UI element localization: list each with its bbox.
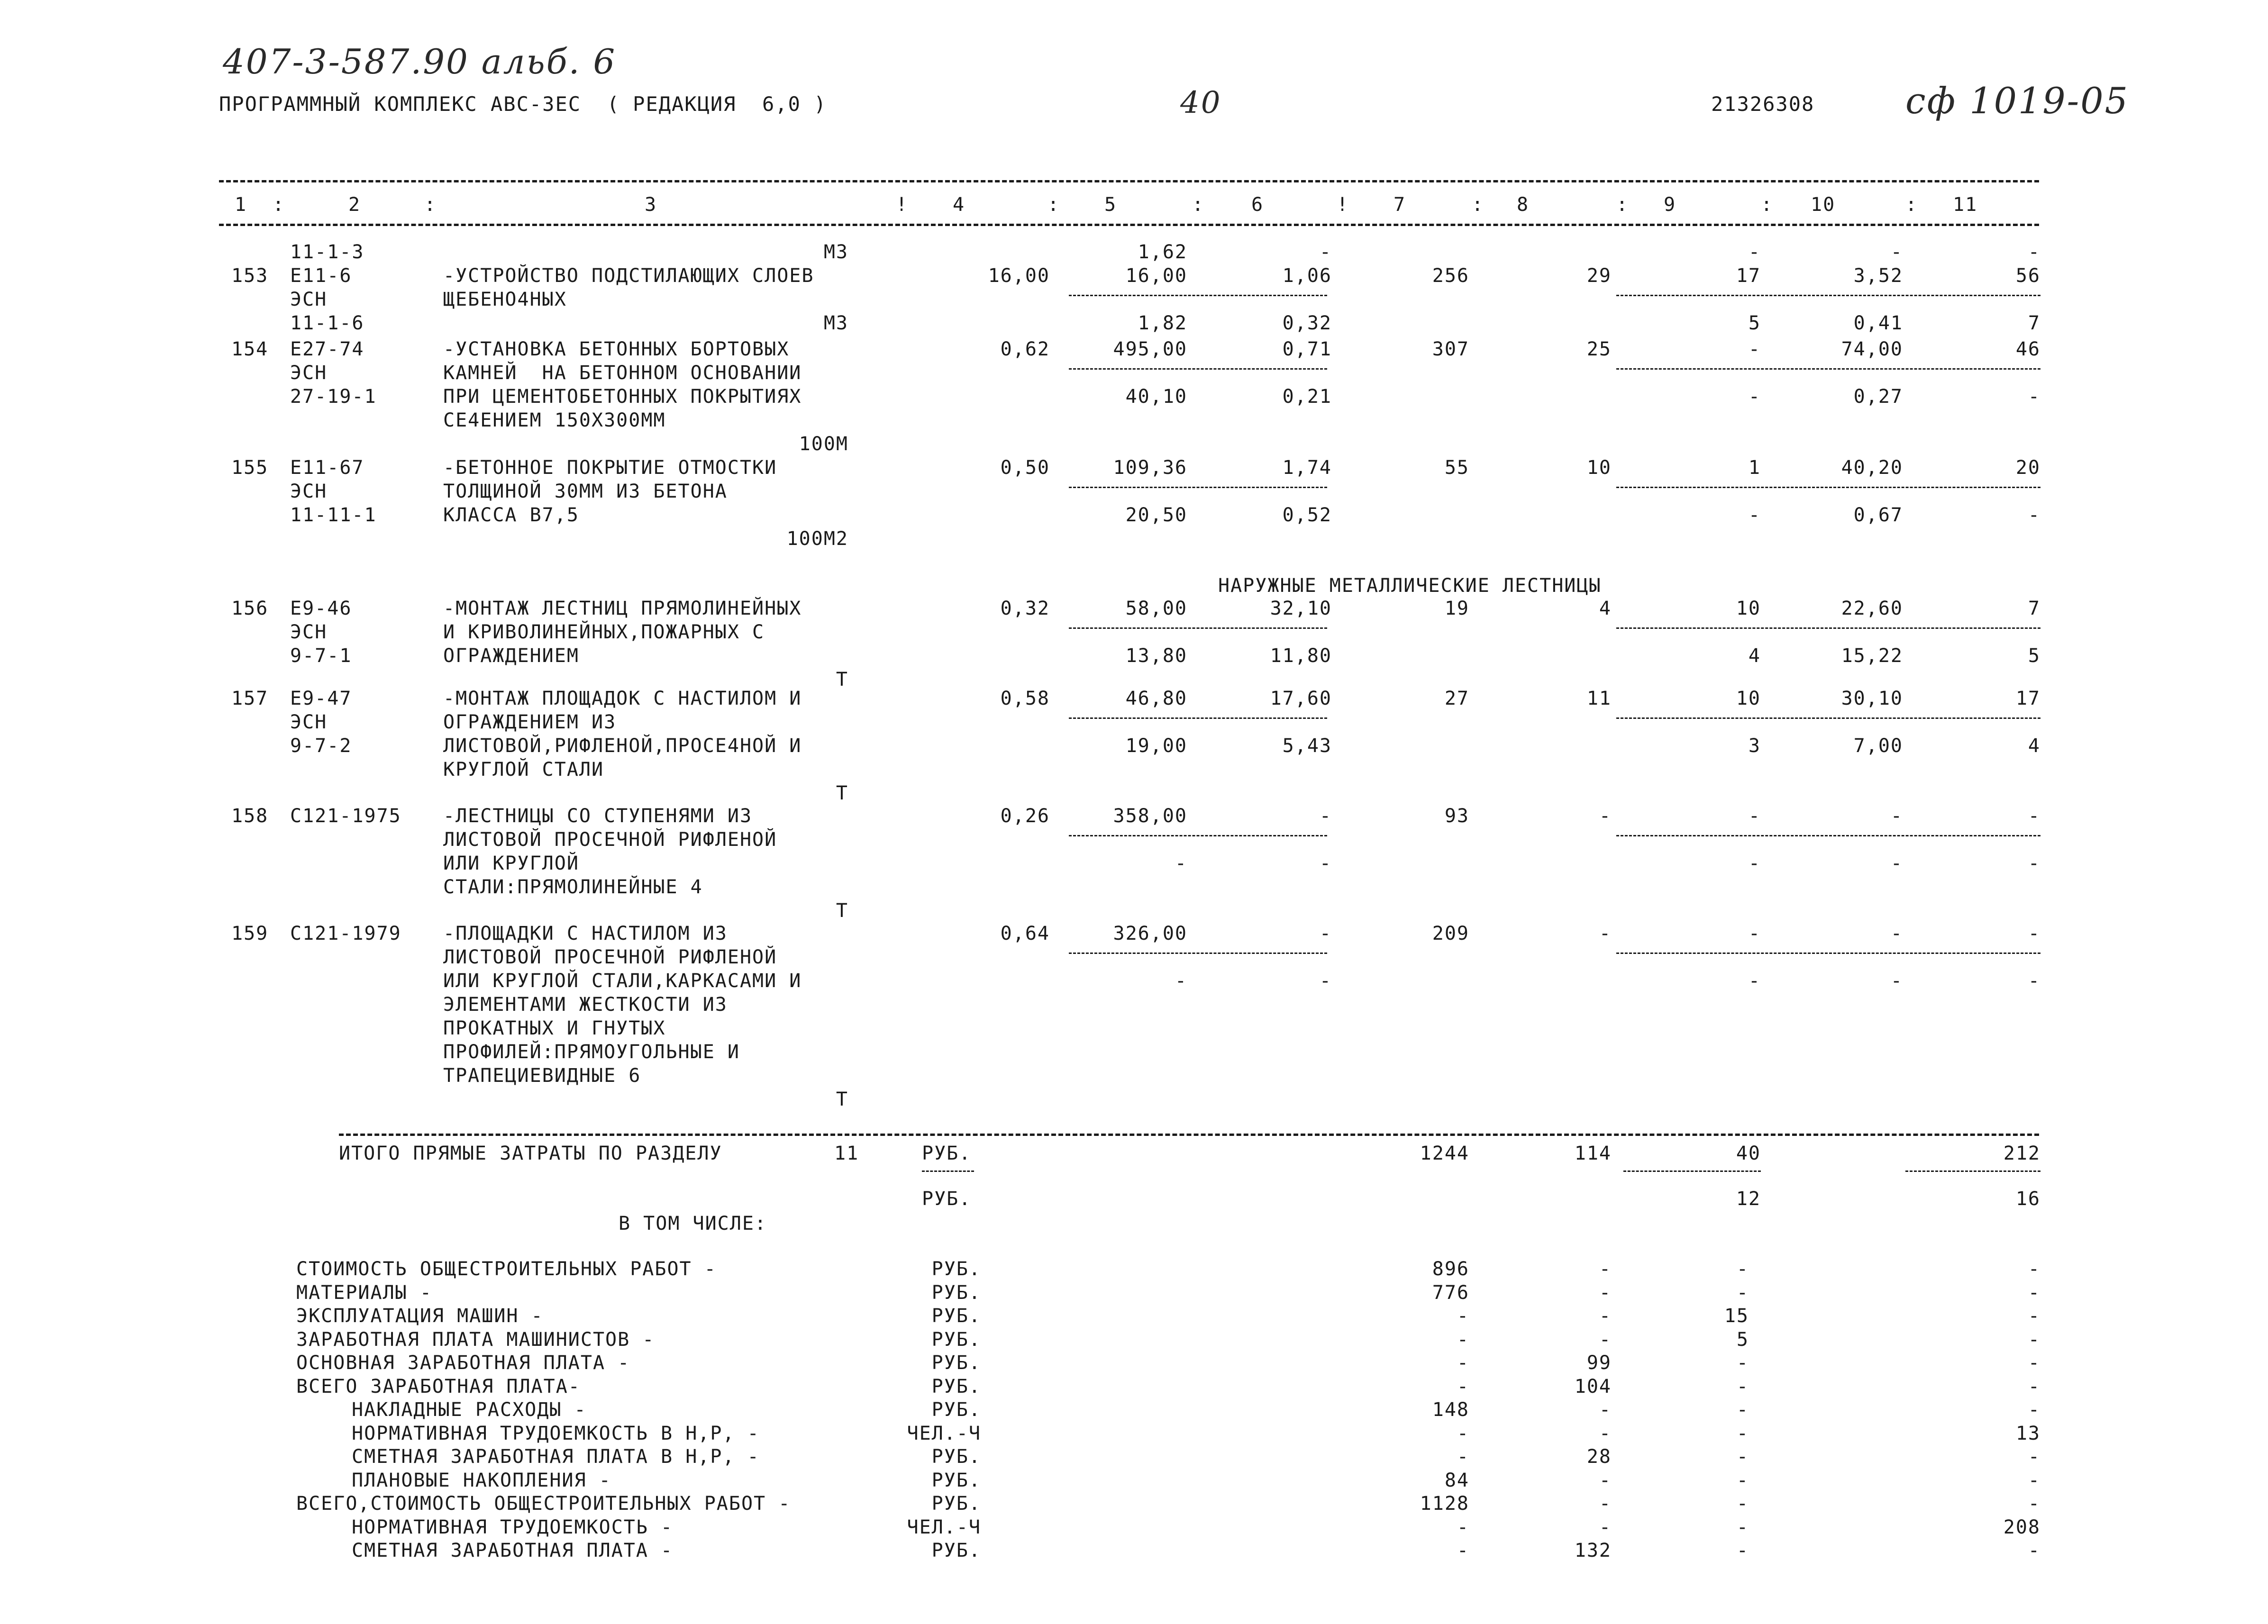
summary-12-label: НОРМАТИВНАЯ ТРУДОЕМКОСТЬ - [352,1516,674,1538]
summary-6-machines: - [1736,1375,1749,1397]
totals-labour-wages: 16 [2015,1188,2040,1210]
summary-8-label: НОРМАТИВНАЯ ТРУДОЕМКОСТЬ В Н,Р, - [352,1422,760,1444]
section-title: НАРУЖНЫЕ МЕТАЛЛИЧЕСКИЕ ЛЕСТНИЦЫ [1218,575,1602,597]
summary-9-label: СМЕТНАЯ ЗАРАБОТНАЯ ПЛАТА В Н,Р, - [352,1446,760,1468]
row-155-number: 155 [231,457,269,479]
summary-2-unit: РУБ. [931,1281,981,1304]
row-154-quantity: 0,62 [1000,338,1050,360]
row-159-c5-total: 326,00 [1113,923,1187,944]
row-155-code: ЭСН [290,481,328,502]
column-separator: : [1616,194,1629,216]
row-153-c11-wages: 7 [2028,312,2040,334]
row-158-unit: Т [836,900,848,922]
row-155-c11-wages: - [2028,504,2040,526]
row-158-unit-rule [1069,835,1327,836]
row-154-description: СЕ4ЕНИЕМ 150Х300ММ [443,409,666,431]
summary-5-label: ОСНОВНАЯ ЗАРАБОТНАЯ ПЛАТА - [296,1352,630,1374]
summary-9-unit: РУБ. [931,1446,981,1468]
page-number: 40 [1180,85,1222,120]
row-157-cost-total: 27 [1444,688,1469,709]
row-154-c10-wages: 0,27 [1853,386,1903,408]
row-156-number: 156 [231,598,269,619]
totals-unit-rule [922,1170,974,1172]
summary-1-wages: - [1599,1258,1612,1280]
column-header-7: 7 [1394,194,1406,216]
totals-label: ИТОГО ПРЯМЫЕ ЗАТРАТЫ ПО РАЗДЕЛУ [339,1143,722,1164]
row-154-machine-rule [1616,368,2040,370]
row-157-c11-wages: 4 [2028,735,2040,757]
summary-7-wages: - [1599,1399,1612,1421]
column-separator: : [273,194,285,216]
row-155-c10-wages: 0,67 [1853,504,1903,526]
summary-3-machines: 15 [1724,1305,1749,1327]
row-155-code: 11-11-1 [290,504,377,526]
row-157-c5-wages: 19,00 [1125,735,1187,757]
summary-11-label: ВСЕГО,СТОИМОСТЬ ОБЩЕСТРОИТЕЛЬНЫХ РАБОТ - [296,1493,791,1515]
summary-2-machines: - [1736,1281,1749,1304]
row-153-c6-total: 1,06 [1282,265,1332,287]
summary-8-wages: - [1599,1422,1612,1444]
row-157-code: ЭСН [290,711,328,733]
summary-11-unit: РУБ. [931,1493,981,1515]
row-153-c9-total: 17 [1736,265,1761,287]
row-153-description: -УСТРОЙСТВО ПОДСТИЛАЮЩИХ СЛОЕВ [443,265,814,287]
row-154-c6-wages: 0,21 [1282,386,1332,408]
row-158-description: СТАЛИ:ПРЯМОЛИНЕЙНЫЕ 4 [443,876,703,898]
row-156-wages-total: 4 [1599,598,1612,619]
summary-11-wages: - [1599,1493,1612,1515]
summary-8-unit: ЧЕЛ.-Ч [907,1422,981,1444]
row-154-c11-total: 46 [2015,338,2040,360]
totals-unit-wages: РУБ. [922,1188,972,1210]
summary-10-unit: РУБ. [931,1469,981,1491]
column-separator: : [1047,194,1060,216]
summary-12-cost: - [1457,1516,1469,1538]
summary-7-unit: РУБ. [931,1399,981,1421]
row-153-c5-total: 16,00 [1125,265,1187,287]
totals-machinist-wages: 12 [1736,1188,1761,1210]
row-157-description: ОГРАЖДЕНИЕМ ИЗ [443,711,617,733]
summary-12-unit: ЧЕЛ.-Ч [907,1516,981,1538]
row-157-code: 9-7-2 [290,735,352,757]
row-155-c5-wages: 20,50 [1125,504,1187,526]
summary-1-cost: 896 [1432,1258,1469,1280]
row-159-c6-total: - [1319,923,1332,944]
row-153-code: 11-1-6 [290,312,364,334]
summary-6-label: ВСЕГО ЗАРАБОТНАЯ ПЛАТА- [296,1375,581,1397]
column-separator: : [1761,194,1774,216]
row-156-c6-wages: 11,80 [1270,645,1332,667]
row-156-unit-rule [1069,627,1327,629]
row-159-c10-wages: - [1890,970,1903,992]
row-159-c5-wages: - [1175,970,1187,992]
row-157-description: КРУГЛОЙ СТАЛИ [443,759,604,780]
row-154-description: КАМНЕЙ НА БЕТОННОМ ОСНОВАНИИ [443,362,802,384]
summary-10-machines: - [1736,1469,1749,1491]
row-cont-c11: - [2028,241,2040,263]
row-158-description: -ЛЕСТНИЦЫ СО СТУПЕНЯМИ ИЗ [443,805,753,827]
row-159-description: ЛИСТОВОЙ ПРОСЕЧНОЙ РИФЛЕНОЙ [443,946,777,968]
column-header-4: 4 [953,194,965,216]
summary-7-cost: 148 [1432,1399,1469,1421]
row-158-c5-wages: - [1175,853,1187,874]
row-154-c5-wages: 40,10 [1125,386,1187,408]
row-158-number: 158 [231,805,269,827]
row-157-number: 157 [231,688,269,709]
row-158-c10-total: - [1890,805,1903,827]
summary-11-labour: - [2028,1493,2040,1515]
row-157-c6-wages: 5,43 [1282,735,1332,757]
row-159-code: С121-1979 [290,923,401,944]
column-header-5: 5 [1104,194,1117,216]
row-159-description: ПРОКАТНЫХ И ГНУТЫХ [443,1017,666,1039]
row-153-c10-wages: 0,41 [1853,312,1903,334]
totals-machines: 40 [1736,1143,1761,1164]
summary-1-machines: - [1736,1258,1749,1280]
summary-6-labour: - [2028,1375,2040,1397]
summary-10-labour: - [2028,1469,2040,1491]
row-153-cost-total: 256 [1432,265,1469,287]
row-155-c11-total: 20 [2015,457,2040,479]
summary-11-machines: - [1736,1493,1749,1515]
row-158-cost-total: 93 [1444,805,1469,827]
summary-11-cost: 1128 [1420,1493,1469,1515]
row-154-description: ПРИ ЦЕМЕНТОБЕТОННЫХ ПОКРЫТИЯХ [443,386,802,408]
summary-2-labour: - [2028,1281,2040,1304]
row-158-c9-wages: - [1748,853,1761,874]
row-158-c11-total: - [2028,805,2040,827]
row-159-c6-wages: - [1319,970,1332,992]
summary-9-cost: - [1457,1446,1469,1468]
column-separator: : [1192,194,1205,216]
summary-4-cost: - [1457,1328,1469,1351]
row-159-c11-total: - [2028,923,2040,944]
column-separator: ! [896,194,909,216]
totals-cost: 1244 [1420,1143,1469,1164]
row-156-machine-rule [1616,627,2040,629]
row-154-c11-wages: - [2028,386,2040,408]
summary-13-labour: - [2028,1540,2040,1561]
table-top-rule [219,180,2039,182]
row-158-code: С121-1975 [290,805,401,827]
summary-3-cost: - [1457,1305,1469,1327]
summary-9-labour: - [2028,1446,2040,1468]
row-154-code: Е27-74 [290,338,364,360]
row-154-code: ЭСН [290,362,328,384]
row-cont-code: 11-1-3 [290,241,364,263]
summary-7-labour: - [2028,1399,2040,1421]
row-159-quantity: 0,64 [1000,923,1050,944]
row-156-code: 9-7-1 [290,645,352,667]
row-157-wages-total: 11 [1586,688,1612,709]
summary-6-wages: 104 [1574,1375,1612,1397]
row-153-c11-total: 56 [2015,265,2040,287]
summary-8-cost: - [1457,1422,1469,1444]
row-157-machine-rule [1616,717,2040,719]
row-158-wages-total: - [1599,805,1612,827]
row-159-description: ИЛИ КРУГЛОЙ СТАЛИ,КАРКАСАМИ И [443,970,802,992]
row-159-c10-total: - [1890,923,1903,944]
row-156-code: ЭСН [290,621,328,643]
row-159-description: ТРАПЕЦИЕВИДНЫЕ 6 [443,1065,641,1087]
row-154-wages-total: 25 [1586,338,1612,360]
row-157-c11-total: 17 [2015,688,2040,709]
summary-4-unit: РУБ. [931,1328,981,1351]
row-157-unit: Т [836,782,848,804]
summary-4-machines: 5 [1736,1328,1749,1351]
summary-7-label: НАКЛАДНЫЕ РАСХОДЫ - [352,1399,587,1421]
row-cont-unit: М3 [823,241,848,263]
summary-1-unit: РУБ. [931,1258,981,1280]
row-158-description: ЛИСТОВОЙ ПРОСЕЧНОЙ РИФЛЕНОЙ [443,829,777,851]
row-159-unit: Т [836,1089,848,1110]
row-154-c5-total: 495,00 [1113,338,1187,360]
row-155-machine-rule [1616,487,2040,488]
row-158-description: ИЛИ КРУГЛОЙ [443,853,579,874]
row-158-c6-wages: - [1319,853,1332,874]
row-156-cost-total: 19 [1444,598,1469,619]
row-154-c9-wages: - [1748,386,1761,408]
summary-10-cost: 84 [1444,1469,1469,1491]
row-153-code: ЭСН [290,289,328,310]
totals-section-number: 11 [834,1143,859,1164]
summary-12-wages: - [1599,1516,1612,1538]
summary-3-unit: РУБ. [931,1305,981,1327]
handwritten-sheet-code: сф 1019-05 [1905,80,2130,122]
summary-5-machines: - [1736,1352,1749,1374]
row-156-c5-wages: 13,80 [1125,645,1187,667]
row-153-c10-total: 3,52 [1853,265,1903,287]
summary-13-machines: - [1736,1540,1749,1561]
summary-4-wages: - [1599,1328,1612,1351]
row-159-wages-total: - [1599,923,1612,944]
row-155-c5-total: 109,36 [1113,457,1187,479]
row-158-c6-total: - [1319,805,1332,827]
row-cont-c10: - [1890,241,1903,263]
including-heading: В ТОМ ЧИСЛЕ: [619,1213,767,1234]
table-header-rule [219,224,2039,226]
column-separator: : [424,194,437,216]
row-155-c9-wages: - [1748,504,1761,526]
row-157-c9-wages: 3 [1748,735,1761,757]
row-153-wages-total: 29 [1586,265,1612,287]
column-header-8: 8 [1517,194,1530,216]
row-158-c11-wages: - [2028,853,2040,874]
row-cont-c6: - [1319,241,1332,263]
row-153-number: 153 [231,265,269,287]
program-title: ПРОГРАММНЫЙ КОМПЛЕКС АВС-3ЕС ( РЕДАКЦИЯ 6,0 ) [219,92,827,116]
row-155-description: КЛАССА В7,5 [443,504,579,526]
summary-9-wages: 28 [1586,1446,1612,1468]
row-154-c6-total: 0,71 [1282,338,1332,360]
row-153-description: ЩЕБЕНО4НЫХ [443,289,567,310]
summary-13-cost: - [1457,1540,1469,1561]
row-159-c9-total: - [1748,923,1761,944]
row-157-unit-rule [1069,717,1327,719]
row-155-c6-wages: 0,52 [1282,504,1332,526]
row-156-c9-wages: 4 [1748,645,1761,667]
row-159-description: ПРОФИЛЕЙ:ПРЯМОУГОЛЬНЫЕ И [443,1041,740,1063]
row-cont-c9: - [1748,241,1761,263]
summary-5-unit: РУБ. [931,1352,981,1374]
row-153-code: Е11-6 [290,265,352,287]
totals-rule [339,1134,2039,1136]
row-156-code: Е9-46 [290,598,352,619]
summary-8-machines: - [1736,1422,1749,1444]
row-157-c6-total: 17,60 [1270,688,1332,709]
row-155-code: Е11-67 [290,457,364,479]
row-159-c11-wages: - [2028,970,2040,992]
row-156-c6-total: 32,10 [1270,598,1332,619]
row-158-c5-total: 358,00 [1113,805,1187,827]
row-159-description: ЭЛЕМЕНТАМИ ЖЕСТКОСТИ ИЗ [443,994,728,1016]
row-153-unit: М3 [823,312,848,334]
totals-wages: 114 [1574,1143,1612,1164]
summary-7-machines: - [1736,1399,1749,1421]
row-154-unit-rule [1069,368,1327,370]
summary-2-label: МАТЕРИАЛЫ - [296,1281,432,1304]
summary-10-wages: - [1599,1469,1612,1491]
summary-5-cost: - [1457,1352,1469,1374]
row-155-unit-rule [1069,487,1327,488]
summary-3-labour: - [2028,1305,2040,1327]
row-158-quantity: 0,26 [1000,805,1050,827]
row-154-cost-total: 307 [1432,338,1469,360]
row-157-description: -МОНТАЖ ПЛОЩАДОК С НАСТИЛОМ И [443,688,802,709]
summary-1-label: СТОИМОСТЬ ОБЩЕСТРОИТЕЛЬНЫХ РАБОТ - [296,1258,717,1280]
row-153-c5-wages: 1,82 [1138,312,1187,334]
summary-13-wages: 132 [1574,1540,1612,1561]
row-156-c11-wages: 5 [2028,645,2040,667]
row-156-c10-wages: 15,22 [1841,645,1903,667]
summary-13-label: СМЕТНАЯ ЗАРАБОТНАЯ ПЛАТА - [352,1540,674,1561]
row-156-quantity: 0,32 [1000,598,1050,619]
row-155-wages-total: 10 [1586,457,1612,479]
summary-13-unit: РУБ. [931,1540,981,1561]
row-159-description: -ПЛОЩАДКИ С НАСТИЛОМ ИЗ [443,923,728,944]
summary-8-labour: 13 [2015,1422,2040,1444]
row-159-machine-rule [1616,953,2040,954]
row-155-quantity: 0,50 [1000,457,1050,479]
row-156-description: И КРИВОЛИНЕЙНЫХ,ПОЖАРНЫХ С [443,621,765,643]
row-155-c10-total: 40,20 [1841,457,1903,479]
row-158-machine-rule [1616,835,2040,836]
row-159-c9-wages: - [1748,970,1761,992]
summary-10-label: ПЛАНОВЫЕ НАКОПЛЕНИЯ - [352,1469,611,1491]
column-separator: ! [1337,194,1349,216]
row-157-description: ЛИСТОВОЙ,РИФЛЕНОЙ,ПРОСЕ4НОЙ И [443,735,802,757]
totals-labour-rule [1905,1170,2040,1172]
row-159-number: 159 [231,923,269,944]
row-156-unit: Т [836,669,848,690]
row-157-c5-total: 46,80 [1125,688,1187,709]
summary-6-cost: - [1457,1375,1469,1397]
row-159-unit-rule [1069,953,1327,954]
summary-12-machines: - [1736,1516,1749,1538]
summary-2-cost: 776 [1432,1281,1469,1304]
row-153-c6-wages: 0,32 [1282,312,1332,334]
row-153-unit-rule [1069,295,1327,296]
column-header-6: 6 [1251,194,1264,216]
row-157-c9-total: 10 [1736,688,1761,709]
row-154-unit: 100М [799,433,848,455]
row-158-c9-total: - [1748,805,1761,827]
row-156-c5-total: 58,00 [1125,598,1187,619]
row-159-cost-total: 209 [1432,923,1469,944]
row-154-c10-total: 74,00 [1841,338,1903,360]
row-cont-c5: 1,62 [1138,241,1187,263]
row-158-c10-wages: - [1890,853,1903,874]
column-header-1: 1 [235,194,247,216]
row-154-code: 27-19-1 [290,386,377,408]
summary-3-label: ЭКСПЛУАТАЦИЯ МАШИН - [296,1305,544,1327]
row-155-unit: 100М2 [786,528,848,550]
column-header-2: 2 [348,194,361,216]
column-separator: : [1905,194,1918,216]
row-155-c6-total: 1,74 [1282,457,1332,479]
row-155-cost-total: 55 [1444,457,1469,479]
column-header-11: 11 [1953,194,1978,216]
column-header-10: 10 [1811,194,1836,216]
totals-unit: РУБ. [922,1143,972,1164]
row-153-machine-rule [1616,295,2040,296]
summary-4-labour: - [2028,1328,2040,1351]
totals-machines-rule [1623,1170,1761,1172]
row-157-code: Е9-47 [290,688,352,709]
summary-12-labour: 208 [2003,1516,2040,1538]
document-number: 21326308 [1711,92,1815,116]
row-156-description: ОГРАЖДЕНИЕМ [443,645,579,667]
row-154-description: -УСТАНОВКА БЕТОННЫХ БОРТОВЫХ [443,338,790,360]
summary-5-labour: - [2028,1352,2040,1374]
summary-5-wages: 99 [1586,1352,1612,1374]
row-154-number: 154 [231,338,269,360]
column-header-3: 3 [645,194,657,216]
summary-1-labour: - [2028,1258,2040,1280]
summary-6-unit: РУБ. [931,1375,981,1397]
summary-2-wages: - [1599,1281,1612,1304]
row-157-c10-wages: 7,00 [1853,735,1903,757]
summary-3-wages: - [1599,1305,1612,1327]
row-157-c10-total: 30,10 [1841,688,1903,709]
handwritten-album-code: 407-3-587.90 альб. 6 [223,42,617,82]
row-155-description: ТОЛЩИНОЙ 30ММ ИЗ БЕТОНА [443,481,728,502]
row-157-quantity: 0,58 [1000,688,1050,709]
row-156-c10-total: 22,60 [1841,598,1903,619]
row-156-c11-total: 7 [2028,598,2040,619]
column-header-9: 9 [1664,194,1676,216]
summary-4-label: ЗАРАБОТНАЯ ПЛАТА МАШИНИСТОВ - [296,1328,655,1351]
row-155-c9-total: 1 [1748,457,1761,479]
row-153-quantity: 16,00 [988,265,1050,287]
summary-9-machines: - [1736,1446,1749,1468]
row-155-description: -БЕТОННОЕ ПОКРЫТИЕ ОТМОСТКИ [443,457,777,479]
row-154-c9-total: - [1748,338,1761,360]
row-156-c9-total: 10 [1736,598,1761,619]
row-153-c9-wages: 5 [1748,312,1761,334]
column-separator: : [1472,194,1485,216]
row-156-description: -МОНТАЖ ЛЕСТНИЦ ПРЯМОЛИНЕЙНЫХ [443,598,802,619]
totals-labour: 212 [2003,1143,2040,1164]
